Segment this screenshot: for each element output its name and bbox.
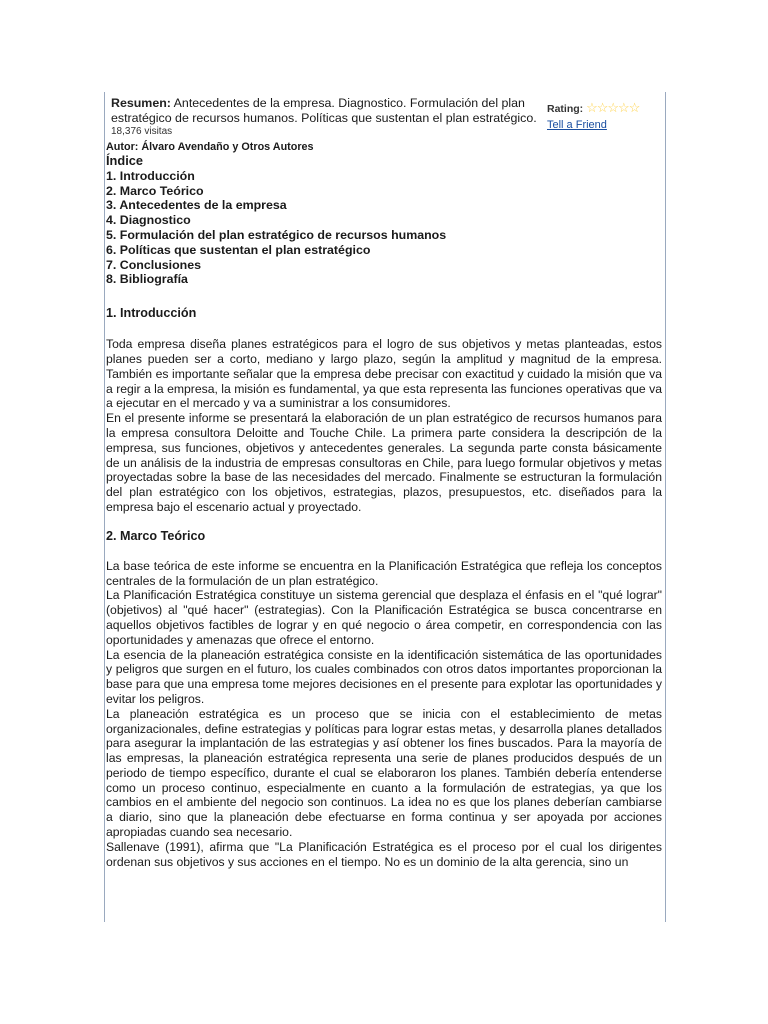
summary-row bbox=[106, 96, 662, 138]
paragraph: La base teórica de este informe se encuentra en la Planificación Estratégica que refleja los conceptos centrales de la formulación de un plan estratégico. bbox=[106, 558, 662, 588]
index-item[interactable]: 4. Diagnostico bbox=[106, 213, 191, 228]
index-item[interactable]: 7. Conclusiones bbox=[106, 257, 202, 272]
paragraph: En el presente informe se presentará la elaboración de un plan estratégico de recursos humanos para la empresa consultora Deloitte and Touche Chile. La primera parte considera la descripción de la empresa, sus funciones, objetivos y antecedentes generales. La segunda parte consta básicamente de un análisis de la industria de empresas consultoras en Chile, para luego formular objetivos y metas proyectadas sobre la base de las necesidades del mercado. Finalmente se estructuran la formulación del plan estratégico con los objetivos, estrategias, plazos, presupuestos, etc. diseñados para la empresa bajo el escenario actual y proyectado. bbox=[106, 411, 662, 514]
index-item[interactable]: 2. Marco Teórico bbox=[106, 183, 204, 198]
tell-a-friend-link[interactable]: Tell a Friend bbox=[547, 118, 607, 131]
visit-count: 18,376 visitas bbox=[111, 126, 173, 137]
summary-label: Resumen: bbox=[111, 96, 171, 110]
summary-block bbox=[106, 96, 537, 138]
index-title: Índice bbox=[106, 153, 143, 168]
rating-stars-icon[interactable]: ☆☆☆☆☆ bbox=[586, 100, 640, 115]
paragraph: La esencia de la planeación estratégica consiste en la identificación sistemática de las oportunidades y peligros que surgen en el futuro, los cuales combinados con otros datos importantes proporcionan la base para que una empresa tome mejores decisiones en el presente para explotar las oportunidades y evitar los peligros. bbox=[106, 647, 662, 706]
index-item[interactable]: 1. Introducción bbox=[106, 168, 195, 183]
rating-block bbox=[537, 96, 639, 138]
index-item[interactable]: 5. Formulación del plan estratégico de recursos humanos bbox=[106, 227, 447, 242]
paragraph: Sallenave (1991), afirma que "La Planificación Estratégica es el proceso por el cual los dirigentes ordenan sus objetivos y sus acciones en el tiempo. No es un dominio de la alta gerencia, sino un bbox=[106, 839, 662, 869]
paragraph: La planeación estratégica es un proceso que se inicia con el establecimiento de metas organizacionales, define estrategias y políticas para lograr estas metas, y desarrolla planes detallados para asegurar la implantación de las estrategias y así obtener los fines buscados. Para la mayoría de las empresas, la planeación estratégica representa una serie de planes producidos después de un periodo de tiempo específico, durante el cual se elaboraron los planes. También debería entenderse como un proceso continuo, especialmente en cuanto a la formulación de estrategias, ya que los cambios en el ambiente del negocio son continuos. La idea no es que los planes deberían cambiarse a diario, sino que la planeación debe efectuarse en forma continua y ser apoyada por acciones apropiadas cuando sea necesario. bbox=[106, 706, 662, 840]
index-item[interactable]: 3. Antecedentes de la empresa bbox=[106, 198, 287, 213]
section-heading-marco-teorico: 2. Marco Teórico bbox=[106, 528, 206, 543]
article bbox=[106, 96, 662, 869]
paragraph: Toda empresa diseña planes estratégicos para el logro de sus objetivos y metas planteadas, estos planes pueden ser a corto, mediano y largo plazo, según la amplitud y magnitud de la empresa. También es importante señalar que la empresa debe precisar con exactitud y cuidado la misión que va a regir a la empresa, la misión es fundamental, ya que esta representa las funciones operativas que va a ejecutar en el mercado y va a suministrar a los consumidores. bbox=[106, 337, 662, 411]
rating-label: Rating: bbox=[547, 103, 584, 115]
author-line: Autor: Álvaro Avendaño y Otros Autores bbox=[106, 141, 314, 153]
index-item[interactable]: 8. Bibliografía bbox=[106, 272, 188, 287]
paragraph: La Planificación Estratégica constituye un sistema gerencial que desplaza el énfasis en el "qué lograr" (objetivos) al "qué hacer" (estrategias). Con la Planificación Estratégica se busca concentrarse en aquellos objetivos factibles de lograr y en qué negocio o área competir, en correspondencia con las oportunidades y amenazas que ofrece el entorno. bbox=[106, 588, 662, 647]
summary-text: Antecedentes de la empresa. Diagnostico. Formulación del plan estratégico de recursos humanos. Políticas que sustentan el plan estratégico. bbox=[111, 96, 537, 125]
index-list bbox=[106, 169, 662, 287]
section-heading-introduccion: 1. Introducción bbox=[106, 306, 197, 321]
index-item[interactable]: 6. Políticas que sustentan el plan estratégico bbox=[106, 242, 371, 257]
